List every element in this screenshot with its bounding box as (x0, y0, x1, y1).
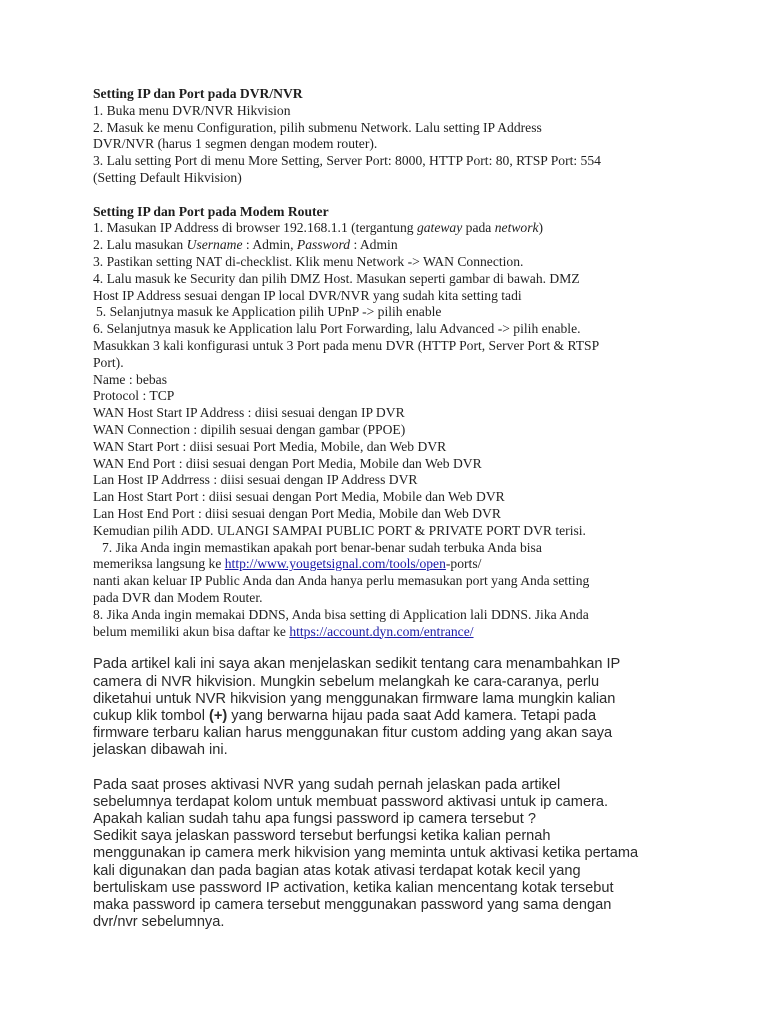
section2-line: 6. Selanjutnya masuk ke Application lalu Port Forwarding, lalu Advanced -> pilih enable. (93, 321, 581, 337)
section2-line: Lan Host IP Addrress : diisi sesuai dengan IP Address DVR (93, 472, 418, 488)
section2-line: Host IP Address sesuai dengan IP local DVR/NVR yang sudah kita setting tadi (93, 287, 522, 303)
article-line: kali digunakan dan pada bagian atas kotak ativasi terdapat kotak kecil yang (93, 862, 581, 879)
article-paragraph-2 (93, 777, 683, 932)
article-line: Pada saat proses aktivasi NVR yang sudah pernah jelaskan pada artikel (93, 776, 561, 793)
section2-line: Port). (93, 354, 124, 370)
document-page (93, 86, 683, 931)
section2-line: 3. Pastikan setting NAT di-checklist. Klik menu Network -> WAN Connection. (93, 253, 524, 269)
article-line: menggunakan ip camera merk hikvision yang meminta untuk aktivasi ketika pertama (93, 845, 639, 862)
article-line: bertuliskam use password IP activation, ketika kalian mencentang kotak tersebut (93, 879, 614, 896)
section1-line: (Setting Default Hikvision) (93, 169, 242, 185)
section2-line: 1. Masukan IP Address di browser 192.168.1.1 (tergantung gateway pada network) (93, 220, 544, 236)
article-line: jelaskan dibawah ini. (93, 742, 228, 759)
section1-line: 1. Buka menu DVR/NVR Hikvision (93, 102, 291, 118)
step7-line: memeriksa langsung ke http://www.yougetsignal.com/tools/open-ports/ (93, 556, 482, 572)
article-paragraph-1 (93, 656, 683, 759)
article-line: dvr/nvr sebelumnya. (93, 914, 225, 931)
step8-line: belum memiliki akun bisa daftar ke https://account.dyn.com/entrance/ (93, 623, 474, 639)
section2-line: 4. Lalu masuk ke Security dan pilih DMZ Host. Masukan seperti gambar di bawah. DMZ (93, 270, 580, 286)
article-line: cukup klik tombol (+) yang berwarna hijau pada saat Add kamera. Tetapi pada (93, 707, 597, 724)
section1-line: 2. Masuk ke menu Configuration, pilih submenu Network. Lalu setting IP Address (93, 119, 542, 135)
tutorial-text (93, 86, 683, 640)
section2-line: WAN End Port : diisi sesuai dengan Port Media, Mobile dan Web DVR (93, 455, 482, 471)
section2-line: Masukkan 3 kali konfigurasi untuk 3 Port pada menu DVR (HTTP Port, Server Port & RTSP (93, 337, 600, 353)
section2-line: Lan Host End Port : diisi sesuai dengan Port Media, Mobile dan Web DVR (93, 505, 501, 521)
section2-heading: Setting IP dan Port pada Modem Router (93, 203, 329, 219)
section2-line: WAN Host Start IP Address : diisi sesuai dengan IP DVR (93, 405, 405, 421)
article-line: sebelumnya terdapat kolom untuk membuat password aktivasi untuk ip camera. (93, 793, 609, 810)
article-line: Pada artikel kali ini saya akan menjelaskan sedikit tentang cara menambahkan IP (93, 656, 621, 673)
step8-line: 8. Jika Anda ingin memakai DDNS, Anda bisa setting di Application lali DDNS. Jika Anda (93, 606, 589, 622)
section2-line: 2. Lalu masukan Username : Admin, Password : Admin (93, 237, 398, 253)
article-line: diketahui untuk NVR hikvision yang menggunakan firmware lama mungkin kalian (93, 690, 616, 707)
step7-line: 7. Jika Anda ingin memastikan apakah port benar-benar sudah terbuka Anda bisa (102, 539, 542, 555)
section2-line: Lan Host Start Port : diisi sesuai dengan Port Media, Mobile dan Web DVR (93, 489, 505, 505)
section2-line: Name : bebas (93, 371, 167, 387)
step7-line: nanti akan keluar IP Public Anda dan Anda hanya perlu memasukan port yang Anda setting (93, 573, 590, 589)
section2-line: Kemudian pilih ADD. ULANGI SAMPAI PUBLIC PORT & PRIVATE PORT DVR terisi. (93, 522, 586, 538)
section1-line: 3. Lalu setting Port di menu More Setting, Server Port: 8000, HTTP Port: 80, RTSP Port: 554 (93, 153, 601, 169)
section2-line: WAN Start Port : diisi sesuai Port Media, Mobile, dan Web DVR (93, 438, 447, 454)
section1-line: DVR/NVR (harus 1 segmen dengan modem router). (93, 136, 378, 152)
article-line: Sedikit saya jelaskan password tersebut berfungsi ketika kalian pernah (93, 828, 551, 845)
article-line: Apakah kalian sudah tahu apa fungsi password ip camera tersebut ? (93, 810, 536, 827)
section2-line: WAN Connection : dipilih sesuai dengan gambar (PPOE) (93, 421, 406, 437)
section2-line: 5. Selanjutnya masuk ke Application pilih UPnP -> pilih enable (96, 304, 442, 320)
yougetsignal-link[interactable]: http://www.yougetsignal.com/tools/open (224, 556, 446, 572)
section1-heading: Setting IP dan Port pada DVR/NVR (93, 86, 303, 101)
step7-line: pada DVR dan Modem Router. (93, 589, 263, 605)
article-line: maka password ip camera tersebut menggunakan password yang sama dengan (93, 896, 612, 913)
section2-line: Protocol : TCP (93, 388, 175, 404)
article-line: camera di NVR hikvision. Mungkin sebelum melangkah ke cara-caranya, perlu (93, 673, 600, 690)
article-line: firmware terbaru kalian harus menggunakan fitur custom adding yang akan saya (93, 725, 613, 742)
dyn-account-link[interactable]: https://account.dyn.com/entrance/ (289, 623, 474, 639)
